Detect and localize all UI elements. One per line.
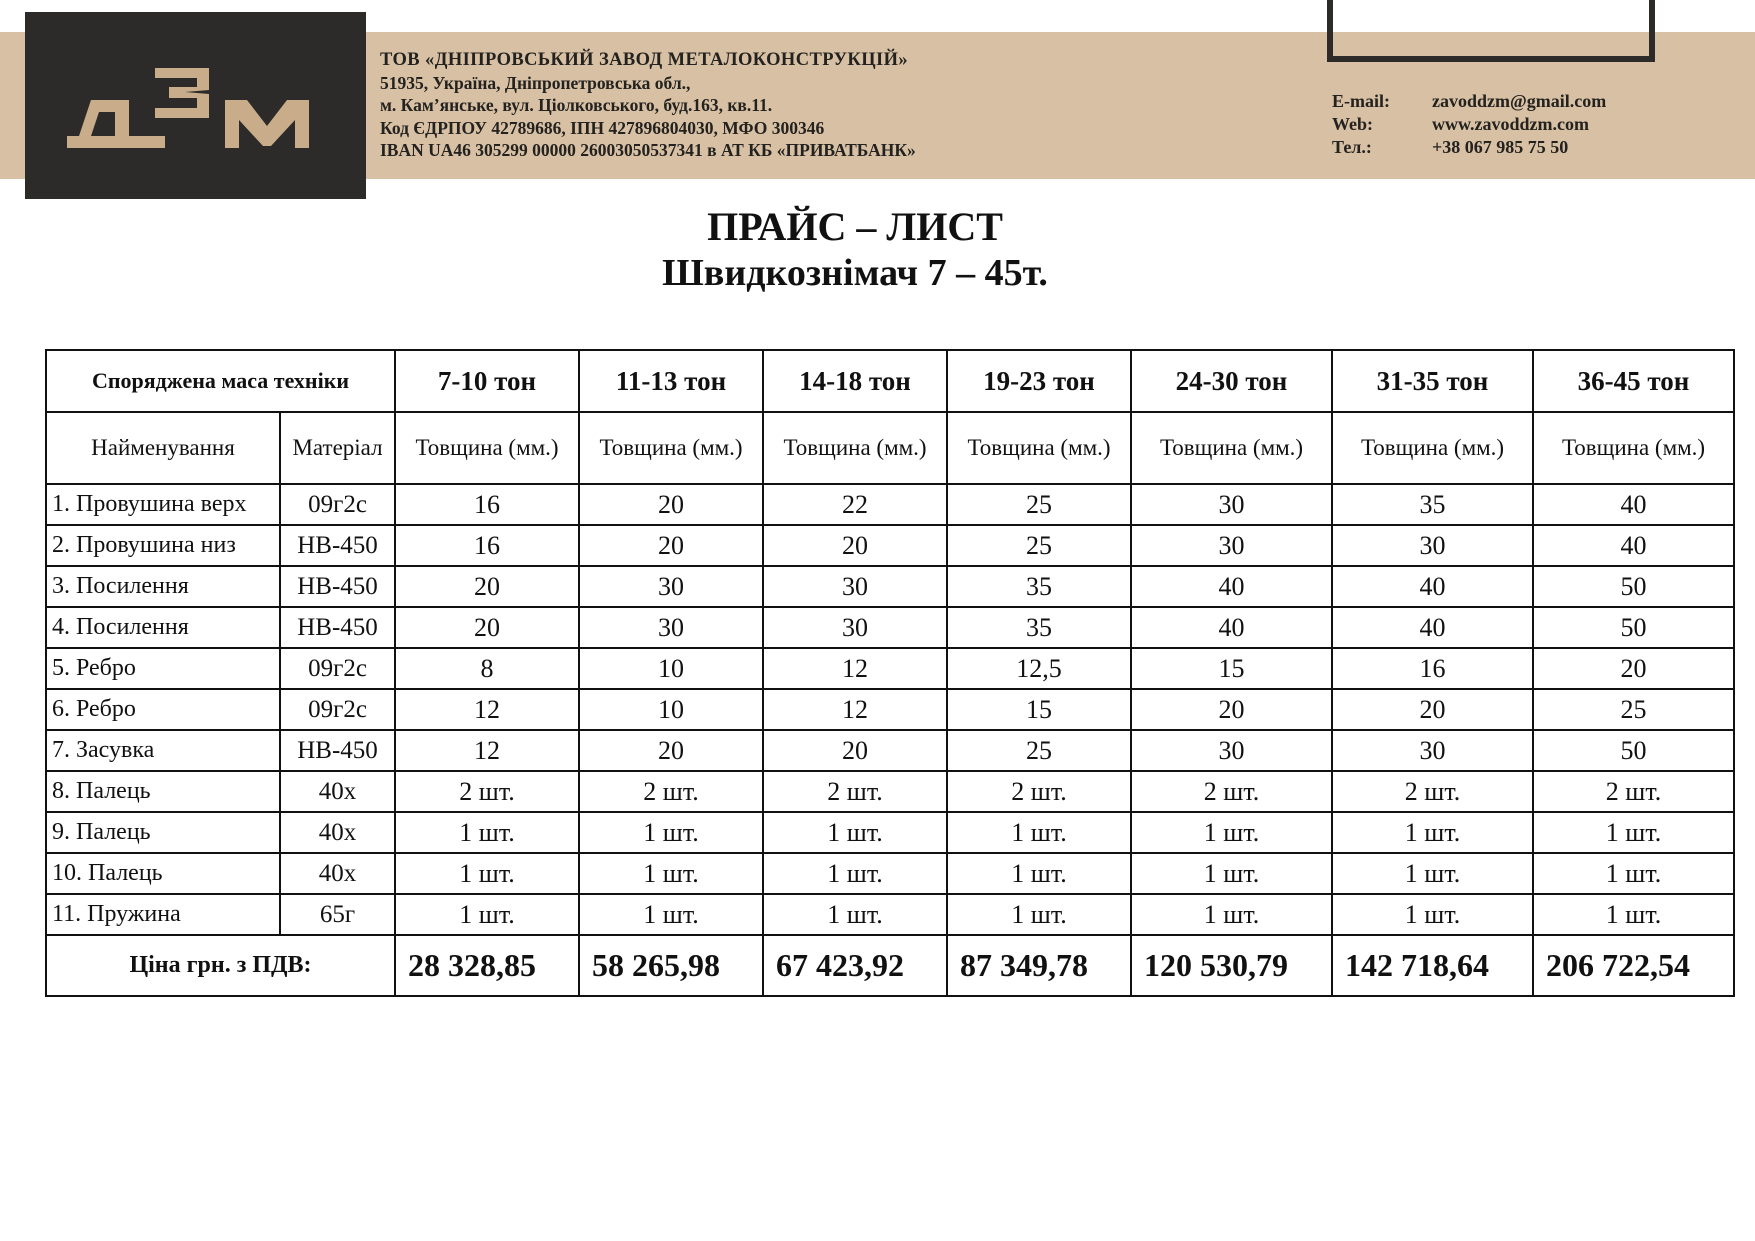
weight-class-header: 31-35 тон (1332, 350, 1533, 412)
price-cell: 58 265,98 (579, 935, 763, 996)
value-cell: 20 (579, 730, 763, 771)
part-name-cell: 5. Ребро (46, 648, 280, 689)
value-cell: 1 шт. (1131, 894, 1332, 935)
thickness-column-header: Товщина (мм.) (1533, 412, 1734, 484)
value-cell: 2 шт. (1131, 771, 1332, 812)
value-cell: 40 (1533, 484, 1734, 525)
value-cell: 1 шт. (395, 894, 579, 935)
company-iban: IBAN UA46 305299 00000 26003050537341 в АТ КБ «ПРИВАТБАНК» (380, 140, 916, 160)
phone-value: +38 067 985 75 50 (1432, 137, 1569, 157)
page-subtitle: Швидкознімач 7 – 45т. (662, 252, 1048, 294)
price-cell: 206 722,54 (1533, 935, 1734, 996)
value-cell: 25 (947, 525, 1131, 566)
thickness-column-header: Товщина (мм.) (947, 412, 1131, 484)
material-cell: 65г (280, 894, 395, 935)
value-cell: 15 (947, 689, 1131, 730)
value-cell: 1 шт. (1131, 853, 1332, 894)
value-cell: 12,5 (947, 648, 1131, 689)
part-name-cell: 1. Провушина верх (46, 484, 280, 525)
weight-class-header: 36-45 тон (1533, 350, 1734, 412)
value-cell: 16 (1332, 648, 1533, 689)
contact-email-row (1332, 90, 1606, 113)
material-cell: HB-450 (280, 730, 395, 771)
value-cell: 20 (579, 525, 763, 566)
value-cell: 30 (579, 607, 763, 648)
value-cell: 40 (1533, 525, 1734, 566)
part-name-cell: 2. Провушина низ (46, 525, 280, 566)
thickness-column-header: Товщина (мм.) (763, 412, 947, 484)
value-cell: 50 (1533, 607, 1734, 648)
phone-label: Тел.: (1332, 137, 1372, 157)
value-cell: 20 (395, 566, 579, 607)
material-column-header: Матеріал (280, 412, 395, 484)
table-row (46, 730, 1734, 771)
value-cell: 1 шт. (947, 853, 1131, 894)
value-cell: 2 шт. (1533, 771, 1734, 812)
value-cell: 20 (395, 607, 579, 648)
thickness-column-header: Товщина (мм.) (1131, 412, 1332, 484)
price-row (46, 935, 1734, 996)
table-row (46, 484, 1734, 525)
value-cell: 1 шт. (579, 894, 763, 935)
contact-phone-row (1332, 136, 1606, 159)
value-cell: 1 шт. (1332, 853, 1533, 894)
part-name-cell: 10. Палець (46, 853, 280, 894)
material-cell: HB-450 (280, 525, 395, 566)
price-cell: 67 423,92 (763, 935, 947, 996)
mass-header: Споряджена маса техніки (46, 350, 395, 412)
value-cell: 50 (1533, 566, 1734, 607)
price-cell: 142 718,64 (1332, 935, 1533, 996)
value-cell: 20 (1332, 689, 1533, 730)
value-cell: 1 шт. (763, 894, 947, 935)
table-row (46, 566, 1734, 607)
contact-frame-decoration (1327, 0, 1655, 62)
value-cell: 35 (947, 607, 1131, 648)
material-cell: 40х (280, 853, 395, 894)
company-name: ТОВ «ДНІПРОВСЬКИЙ ЗАВОД МЕТАЛОКОНСТРУКЦІЙ» (380, 50, 909, 70)
value-cell: 1 шт. (763, 853, 947, 894)
part-name-cell: 6. Ребро (46, 689, 280, 730)
weight-class-header: 24-30 тон (1131, 350, 1332, 412)
table-row (46, 607, 1734, 648)
value-cell: 12 (763, 648, 947, 689)
name-column-header: Найменування (46, 412, 280, 484)
value-cell: 16 (395, 525, 579, 566)
value-cell: 2 шт. (1332, 771, 1533, 812)
value-cell: 35 (1332, 484, 1533, 525)
weight-class-header: 11-13 тон (579, 350, 763, 412)
part-name-cell: 9. Палець (46, 812, 280, 853)
value-cell: 1 шт. (1533, 812, 1734, 853)
value-cell: 30 (763, 566, 947, 607)
value-cell: 2 шт. (395, 771, 579, 812)
company-registration-codes: Код ЄДРПОУ 42789686, ІПН 427896804030, МФО 300346 (380, 117, 825, 138)
material-cell: 40х (280, 812, 395, 853)
value-cell: 12 (395, 730, 579, 771)
page-title: ПРАЙС – ЛИСТ (707, 204, 1003, 249)
column-subheader-row (46, 412, 1734, 484)
company-details (380, 49, 916, 162)
value-cell: 15 (1131, 648, 1332, 689)
table-row (46, 894, 1734, 935)
value-cell: 50 (1533, 730, 1734, 771)
value-cell: 25 (947, 730, 1131, 771)
part-name-cell: 11. Пружина (46, 894, 280, 935)
value-cell: 30 (1131, 525, 1332, 566)
material-cell: 09г2с (280, 648, 395, 689)
material-cell: 09г2с (280, 689, 395, 730)
value-cell: 20 (1131, 689, 1332, 730)
value-cell: 20 (1533, 648, 1734, 689)
web-label: Web: (1332, 114, 1374, 134)
value-cell: 20 (579, 484, 763, 525)
weight-class-header: 19-23 тон (947, 350, 1131, 412)
price-cell: 87 349,78 (947, 935, 1131, 996)
value-cell: 1 шт. (579, 812, 763, 853)
value-cell: 16 (395, 484, 579, 525)
value-cell: 20 (763, 730, 947, 771)
value-cell: 22 (763, 484, 947, 525)
value-cell: 25 (1533, 689, 1734, 730)
thickness-column-header: Товщина (мм.) (1332, 412, 1533, 484)
value-cell: 40 (1332, 607, 1533, 648)
value-cell: 40 (1131, 566, 1332, 607)
email-value[interactable]: zavoddzm@gmail.com (1432, 91, 1607, 111)
value-cell: 2 шт. (947, 771, 1131, 812)
weight-class-header: 7-10 тон (395, 350, 579, 412)
value-cell: 1 шт. (395, 853, 579, 894)
value-cell: 2 шт. (579, 771, 763, 812)
weight-class-header-row (46, 350, 1734, 412)
value-cell: 1 шт. (579, 853, 763, 894)
value-cell: 30 (1332, 730, 1533, 771)
value-cell: 1 шт. (947, 812, 1131, 853)
thickness-column-header: Товщина (мм.) (395, 412, 579, 484)
table-row (46, 853, 1734, 894)
value-cell: 25 (947, 484, 1131, 525)
company-postal-address: 51935, Україна, Дніпропетровська обл., (380, 72, 691, 93)
company-street-address: м. Кам’янське, вул. Ціолковського, буд.163, кв.11. (380, 95, 773, 115)
material-cell: 40х (280, 771, 395, 812)
value-cell: 1 шт. (1332, 812, 1533, 853)
value-cell: 40 (1332, 566, 1533, 607)
price-label: Ціна грн. з ПДВ: (46, 935, 395, 996)
value-cell: 30 (1332, 525, 1533, 566)
dzm-logo-mark (25, 12, 366, 199)
email-label: E-mail: (1332, 91, 1390, 111)
value-cell: 12 (395, 689, 579, 730)
value-cell: 1 шт. (1533, 894, 1734, 935)
value-cell: 40 (1131, 607, 1332, 648)
material-cell: HB-450 (280, 566, 395, 607)
contacts-block (1332, 90, 1606, 159)
contact-web-row (1332, 113, 1606, 136)
table-row (46, 648, 1734, 689)
value-cell: 12 (763, 689, 947, 730)
value-cell: 30 (1131, 730, 1332, 771)
thickness-column-header: Товщина (мм.) (579, 412, 763, 484)
part-name-cell: 4. Посилення (46, 607, 280, 648)
value-cell: 8 (395, 648, 579, 689)
table-row (46, 771, 1734, 812)
part-name-cell: 8. Палець (46, 771, 280, 812)
value-cell: 1 шт. (1533, 853, 1734, 894)
web-value[interactable]: www.zavoddzm.com (1432, 114, 1589, 134)
table-row (46, 689, 1734, 730)
value-cell: 10 (579, 689, 763, 730)
company-logo (25, 12, 366, 199)
price-cell: 28 328,85 (395, 935, 579, 996)
value-cell: 30 (1131, 484, 1332, 525)
value-cell: 30 (579, 566, 763, 607)
value-cell: 1 шт. (763, 812, 947, 853)
value-cell: 35 (947, 566, 1131, 607)
value-cell: 30 (763, 607, 947, 648)
value-cell: 1 шт. (395, 812, 579, 853)
part-name-cell: 7. Засувка (46, 730, 280, 771)
weight-class-header: 14-18 тон (763, 350, 947, 412)
part-name-cell: 3. Посилення (46, 566, 280, 607)
value-cell: 2 шт. (763, 771, 947, 812)
table-row (46, 525, 1734, 566)
value-cell: 1 шт. (1131, 812, 1332, 853)
value-cell: 10 (579, 648, 763, 689)
table-row (46, 812, 1734, 853)
price-table (45, 349, 1735, 997)
value-cell: 20 (763, 525, 947, 566)
value-cell: 1 шт. (947, 894, 1131, 935)
value-cell: 1 шт. (1332, 894, 1533, 935)
price-cell: 120 530,79 (1131, 935, 1332, 996)
material-cell: HB-450 (280, 607, 395, 648)
material-cell: 09г2с (280, 484, 395, 525)
